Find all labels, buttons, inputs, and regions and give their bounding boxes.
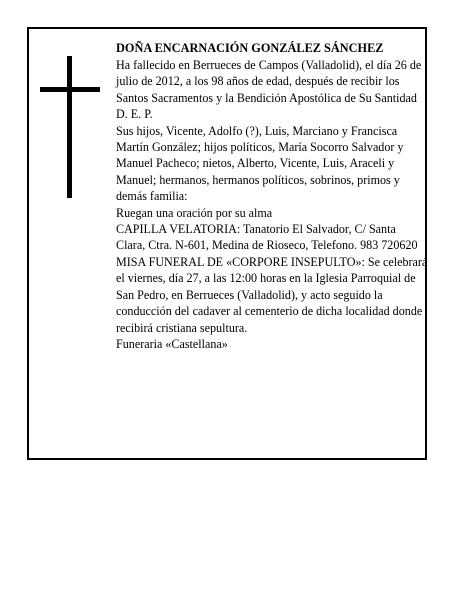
obituary-notice: [27, 27, 427, 460]
funeral-home: Funeraria «Castellana»: [116, 336, 228, 351]
deceased-name: DOÑA ENCARNACIÓN GONZÁLEZ SÁNCHEZ: [116, 41, 384, 55]
rest-in-peace: D. E. P.: [116, 107, 153, 122]
cross-icon: [40, 56, 100, 198]
family-members: Sus hijos, Vicente, Adolfo (?), Luis, Marciano y Francisca Martín González; hijos políticos, María Socorro Salvador y Manuel Pacheco; nietos, Alberto, Vicente, Luis, Araceli y Manuel; hermanos, hermanos políticos, sobrinos, primos y demás familia:: [116, 123, 404, 204]
notice-text: [116, 39, 428, 352]
prayer-request: Ruegan una oración por su alma: [116, 205, 273, 220]
funeral-mass: MISA FUNERAL DE «CORPORE INSEPULTO»: Se celebrará el viernes, día 27, a las 12:00 horas en la Iglesia Parroquial de San Pedro, en Berrueces (Valladolid), y acto seguido la conducción del cadaver al cementerio de dicha localidad donde recibirá cristiana sepultura.: [116, 254, 428, 335]
death-announcement: Ha fallecido en Berrueces de Campos (Valladolid), el día 26 de julio de 2012, a los 98 años de edad, después de recibir los Santos Sacramentos y la Bendición Apostólica de Su Santidad: [116, 58, 422, 105]
cross-horizontal-bar: [40, 87, 100, 92]
wake-chapel: CAPILLA VELATORIA: Tanatorio El Salvador, C/ Santa Clara, Ctra. N-601, Medina de Rioseco, Telefono. 983 720620: [116, 222, 418, 253]
cross-vertical-bar: [67, 56, 72, 198]
